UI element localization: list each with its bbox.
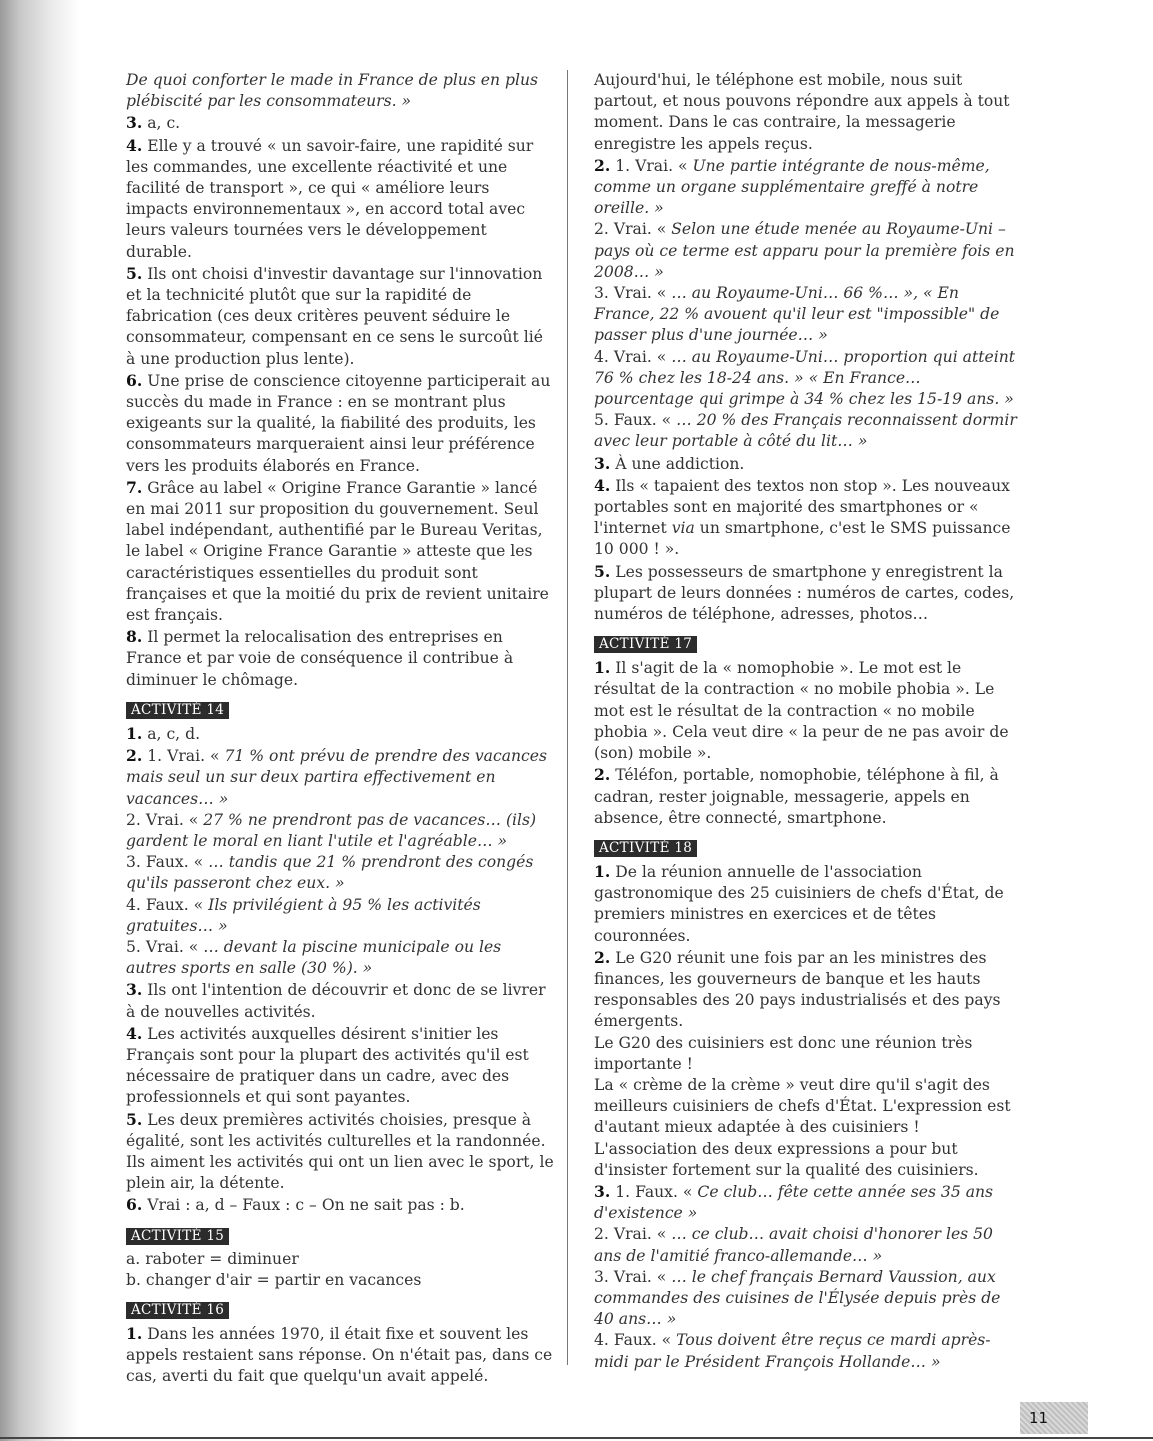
answer-text: Les activités auxquelles désirent s'initier les Français sont pour la plupart des activités qu'il est nécessaire de pratiquer dans un cadre, avec des professionnels et qui sont payantes.: [126, 1024, 529, 1107]
answer-text: … tandis que 21 % prendront des congés qu'ils passeront chez eux. »: [126, 853, 534, 893]
answer-paragraph: [126, 1323, 554, 1388]
answer-text: 27 % ne prendront pas de vacances… (ils) gardent le moral en liant l'utile et l'agréable… »: [126, 810, 537, 850]
answer-text: Elle y a trouvé « un savoir-faire, une rapidité sur les commandes, une excellente réactivité et une facilité de transport », ce qui « améliore leurs impacts environnementaux », en accord total avec leurs valeurs tournées vers le développement durable.: [126, 136, 534, 261]
answer-text: 2. Vrai. «: [126, 810, 204, 829]
answer-text: a. raboter = diminuer: [126, 1249, 299, 1268]
answer-text: via: [671, 519, 695, 538]
answer-paragraph: [594, 347, 1022, 411]
answer-paragraph: [126, 810, 554, 852]
answer-text: … 20 % des Français reconnaissent dormir avec leur portable à côté du lit… »: [594, 411, 1017, 451]
bottom-rule: [0, 1437, 1153, 1439]
answer-text: Grâce au label « Origine France Garantie » lancé en mai 2011 sur proposition du gouvernement. Seul label indépendant, authentifié par le Bureau Veritas, le label « Origine France Garantie » atteste que les caractéristiques essentielles du produit sont françaises et que la moitié du prix de revient unitaire est français.: [126, 478, 549, 625]
answer-text: Aujourd'hui, le téléphone est mobile, nous suit partout, et nous pouvons répondre aux appels à tout moment. Dans le cas contraire, la messagerie enregistre les appels reçus.: [594, 71, 1010, 153]
answer-paragraph: [594, 1267, 1022, 1331]
answer-paragraph: [594, 657, 1022, 764]
answer-text: Ce club… fête cette année ses 35 ans d'existence »: [594, 1182, 994, 1223]
answer-paragraph: [126, 626, 554, 691]
answer-paragraph: [594, 764, 1022, 829]
answer-number: 1.: [594, 658, 611, 678]
answer-text: … le chef français Bernard Vaussion, aux commandes des cuisines de l'Élysée depuis près de 40 ans… »: [594, 1267, 1001, 1329]
answer-paragraph: [126, 852, 554, 894]
answer-number: 7.: [126, 477, 143, 497]
answer-text: 3. Vrai. «: [594, 1267, 672, 1286]
answer-number: 5.: [126, 1109, 143, 1129]
answer-text: Tous doivent être reçus ce mardi après-midi par le Président François Hollande… »: [594, 1331, 991, 1371]
answer-paragraph: [594, 219, 1022, 283]
answer-paragraph: [594, 561, 1022, 626]
answer-paragraph: [126, 70, 554, 112]
answer-text: … au Royaume-Uni… 66 %… », « En France, 22 % avouent qu'il leur est "impossible" de passer plus d'une journée… »: [594, 284, 1000, 345]
answer-number: 5.: [126, 263, 143, 283]
answer-text: Une partie intégrante de nous-même, comme un organe supplémentaire greffé à notre oreille. »: [594, 156, 990, 218]
answer-text: Ils ont choisi d'investir davantage sur l'innovation et la technicité plutôt que sur la rapidité de fabrication (ces deux critères peuvent séduire le consommateur, compensant en ce sens le surcoût lié à une production plus lente).: [126, 264, 543, 368]
answer-text: b. changer d'air = partir en vacances: [126, 1270, 422, 1289]
page-number: 11: [1020, 1402, 1088, 1434]
answer-number: 1.: [126, 723, 143, 743]
answer-text: 4. Vrai. «: [594, 347, 672, 366]
answer-number: 3.: [126, 113, 143, 133]
answer-paragraph: [126, 895, 554, 937]
answer-number: 5.: [594, 561, 611, 581]
answer-text: Il s'agit de la « nomophobie ». Le mot est le résultat de la contraction « no mobile phobia ». Le mot est le résultat de la contraction « no mobile phobia ». Cela veut dire « la peur de ne pas avoir de (son) mobile ».: [594, 659, 1009, 763]
right-column: [594, 70, 1022, 1373]
answer-paragraph: [126, 1194, 554, 1216]
answer-text: De quoi conforter le made in France de plus en plus plébiscité par les consommateurs. »: [126, 71, 539, 111]
answer-paragraph: [126, 1249, 554, 1270]
answer-text: 3. Vrai. «: [594, 284, 672, 303]
answer-text: 2. Vrai. «: [594, 220, 672, 239]
answer-number: 2.: [126, 746, 143, 766]
answer-number: 4.: [594, 475, 611, 495]
answer-text: Les deux premières activités choisies, presque à égalité, sont les activités culturelles et la randonnée. Ils aiment les activités qui ont un lien avec le sport, le plein air, la détente.: [126, 1110, 554, 1193]
answer-paragraph: [594, 1181, 1022, 1224]
answer-paragraph: [126, 370, 554, 477]
answer-paragraph: [126, 477, 554, 626]
answer-paragraph: [594, 1075, 1022, 1181]
answer-paragraph: [594, 453, 1022, 475]
answer-number: 3.: [594, 1181, 611, 1201]
answer-number: 3.: [594, 453, 611, 473]
answer-paragraph: [126, 263, 554, 370]
answer-text: Il permet la relocalisation des entreprises en France et par voie de conséquence il contribue à diminuer le chômage.: [126, 628, 514, 689]
column-divider: [567, 70, 568, 1365]
answer-text: 5. Vrai. «: [126, 937, 204, 956]
answer-text: 4. Faux. «: [594, 1331, 677, 1350]
answer-paragraph: [594, 283, 1022, 347]
answer-number: 2.: [594, 947, 611, 967]
answer-text: … ce club… avait choisi d'honorer les 50 ans de l'amitié franco-allemande… »: [594, 1225, 993, 1265]
answer-paragraph: [126, 1270, 554, 1291]
answer-number: 8.: [126, 627, 143, 647]
answer-paragraph: [126, 745, 554, 810]
answer-paragraph: [594, 410, 1022, 452]
answer-paragraph: [126, 723, 554, 745]
answer-number: 4.: [126, 1023, 143, 1043]
answer-text: 1. Vrai. «: [610, 156, 693, 175]
answer-text: a, c, d.: [142, 724, 201, 743]
answer-number: 6.: [126, 370, 143, 390]
left-column: [126, 70, 554, 1388]
activity-heading: ACTIVITÉ 18: [594, 840, 697, 857]
answer-number: 2.: [594, 765, 611, 785]
answer-text: À une addiction.: [610, 454, 745, 473]
answer-text: Les possesseurs de smartphone y enregistrent la plupart de leurs données : numéros de cartes, codes, numéros de téléphone, adresses, photos…: [594, 562, 1015, 624]
answer-paragraph: [126, 1109, 554, 1195]
answer-paragraph: [594, 1224, 1022, 1266]
answer-text: Une prise de conscience citoyenne participerait au succès du made in France : en se montrant plus exigeants sur la qualité, la fiabilité des produits, les consommateurs marqueraient ainsi leur préférence vers les produits élaborés en France.: [126, 371, 551, 475]
answer-number: 6.: [126, 1195, 143, 1215]
answer-paragraph: [126, 135, 554, 263]
answer-paragraph: [594, 861, 1022, 947]
answer-text: Ils privilégient à 95 % les activités gratuites… »: [126, 895, 481, 935]
answer-text: Ils ont l'intention de découvrir et donc de se livrer à de nouvelles activités.: [126, 981, 546, 1021]
answer-paragraph: [126, 937, 554, 979]
activity-heading: ACTIVITÉ 14: [126, 702, 229, 719]
answer-paragraph: [594, 1033, 1022, 1075]
answer-paragraph: [594, 475, 1022, 561]
answer-text: Vrai : a, d – Faux : c – On ne sait pas : b.: [142, 1196, 465, 1215]
answer-text: a, c.: [142, 114, 181, 133]
answer-text: 5. Faux. «: [594, 411, 677, 430]
answer-paragraph: [126, 979, 554, 1022]
activity-heading: ACTIVITÉ 15: [126, 1228, 229, 1245]
page-binding-shadow: [0, 0, 80, 1441]
answer-text: 1. Vrai. «: [142, 747, 225, 766]
answer-text: Ils « tapaient des textos non stop ». Les nouveaux portables sont en majorité des smartphones or « l'internet: [594, 476, 1010, 538]
answer-text: … au Royaume-Uni… proportion qui atteint 76 % chez les 18-24 ans. » « En France… pourcentage qui grimpe à 34 % chez les 15-19 ans. »: [594, 347, 1015, 409]
answer-paragraph: [594, 70, 1022, 155]
answer-paragraph: [594, 947, 1022, 1033]
answer-text: Dans les années 1970, il était fixe et souvent les appels restaient sans réponse. On n'était pas, dans ce cas, averti du fait que quelqu'un avait appelé.: [126, 1324, 553, 1386]
answer-text: 71 % ont prévu de prendre des vacances mais seul un sur deux partira effectivement en vacances… »: [126, 747, 547, 808]
answer-number: 1.: [594, 861, 611, 881]
answer-text: … devant la piscine municipale ou les autres sports en salle (30 %). »: [126, 937, 502, 978]
answer-number: 3.: [126, 980, 143, 1000]
answer-text: un smartphone, c'est le SMS puissance 10 000 ! ».: [594, 519, 1011, 559]
activity-heading: ACTIVITÉ 17: [594, 636, 697, 653]
answer-text: 2. Vrai. «: [594, 1225, 672, 1244]
answer-text: Téléfon, portable, nomophobie, téléphone à fil, à cadran, rester joignable, messagerie, appels en absence, être connecté, smartphone.: [594, 766, 999, 827]
answer-text: 1. Faux. «: [610, 1182, 698, 1201]
answer-paragraph: [126, 1023, 554, 1109]
answer-number: 2.: [594, 155, 611, 175]
answer-text: Le G20 réunit une fois par an les ministres des finances, les gouverneurs de banque et les hauts responsables des 20 pays industrialisés et des pays émergents.: [594, 948, 1001, 1031]
answer-text: 4. Faux. «: [126, 895, 209, 914]
answer-text: Selon une étude menée au Royaume-Uni – pays où ce terme est apparu pour la première fois en 2008… »: [594, 220, 1015, 281]
answer-text: De la réunion annuelle de l'association gastronomique des 25 cuisiniers de chefs d'État, de premiers ministres en exercices et de têtes couronnées.: [594, 862, 1004, 945]
answer-paragraph: [594, 1330, 1022, 1372]
answer-text: Le G20 des cuisiniers est donc une réunion très importante !: [594, 1033, 973, 1073]
answer-paragraph: [126, 112, 554, 134]
answer-number: 1.: [126, 1323, 143, 1343]
answer-text: La « crème de la crème » veut dire qu'il s'agit des meilleurs cuisiniers de chefs d'État. L'expression est d'autant mieux adaptée à des cuisiniers ! L'association des deux expressions a pour but d'insister fortement sur la qualité des cuisiniers.: [594, 1075, 1011, 1179]
activity-heading: ACTIVITÉ 16: [126, 1302, 229, 1319]
answer-text: 3. Faux. «: [126, 853, 209, 872]
answer-paragraph: [594, 155, 1022, 220]
answer-number: 4.: [126, 135, 143, 155]
